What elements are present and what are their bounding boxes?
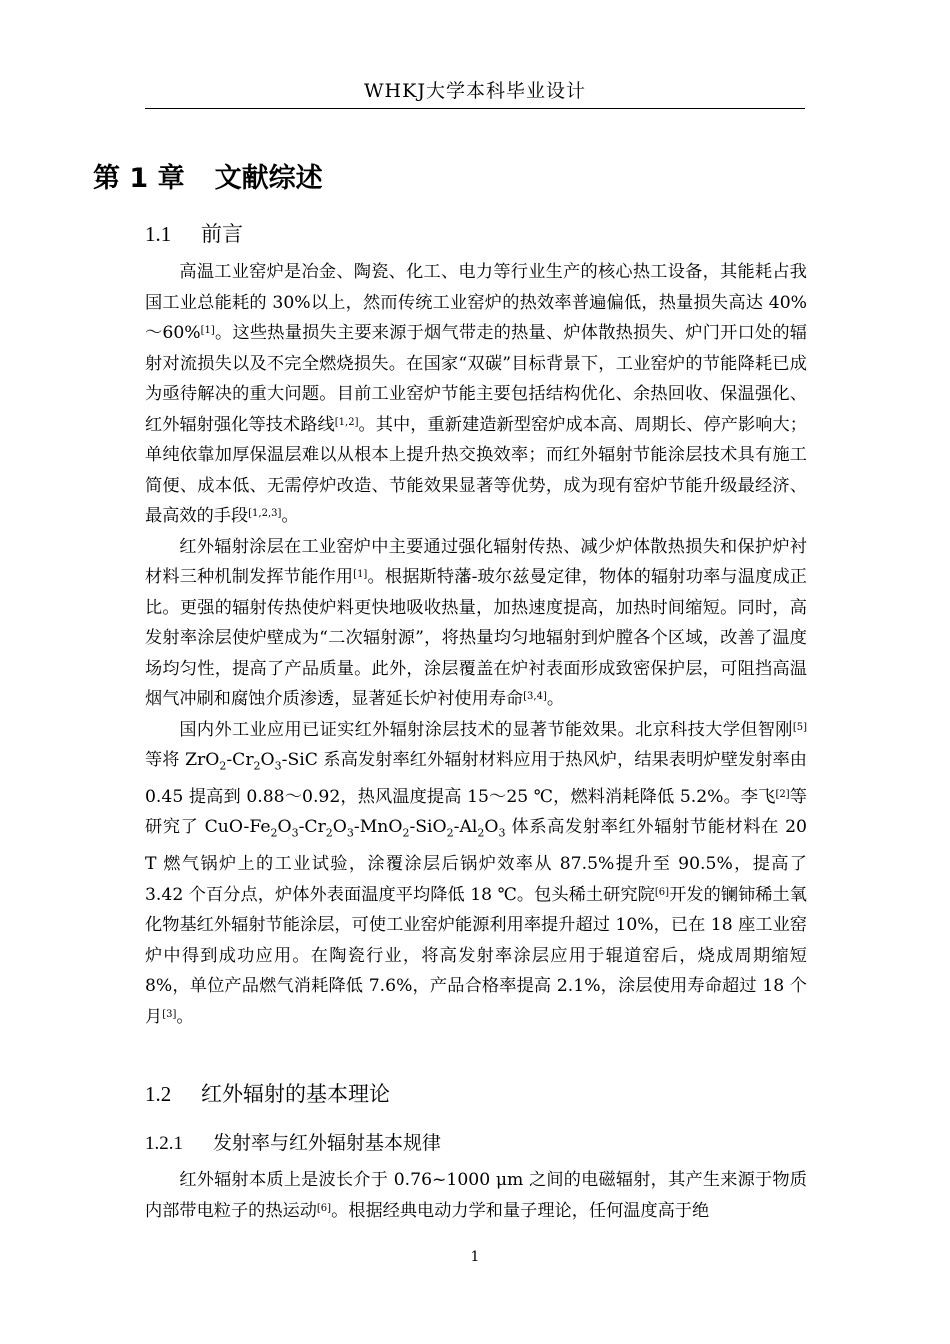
page-number: 1 — [470, 1249, 480, 1265]
running-header: WHKJ大学本科毕业设计 — [364, 80, 586, 102]
paragraph: 高温工业窑炉是冶金、陶瓷、化工、电力等行业生产的核心热工设备，其能耗占我国工业总能耗的 30%以上，然而传统工业窑炉的热效率普遍偏低，热量损失高达 40%～60%[1]。这些热量损失主要来源于烟气带走的热量、炉体散热损失、炉门开口处的辐射对流损失以及不完全燃烧损失。在国家“双碳”目标背景下，工业窑炉的节能降耗已成为亟待解决的重大问题。目前工业窑炉节能主要包括结构优化、余热回收、保温强化、红外辐射强化等技术路线[1,2]。其中，重新建造新型窑炉成本高、周期长、停产影响大；单纯依靠加厚保温层难以从根本上提升热交换效率；而红外辐射节能涂层技术具有施工简便、成本低、无需停炉改造、节能效果显著等优势，成为现有窑炉节能升级最经济、最高效的手段[1,2,3]。 — [145, 262, 807, 526]
section-heading-1-1 — [145, 218, 243, 248]
section-1-1-body — [145, 257, 807, 1032]
paragraph: 红外辐射涂层在工业窑炉中主要通过强化辐射传热、减少炉体散热损失和保护炉衬材料三种机制发挥节能作用[1]。根据斯特藩-玻尔兹曼定律，物体的辐射功率与温度成正比。更强的辐射传热使炉料更快地吸收热量，加热速度提高，加热时间缩短。同时，高发射率涂层使炉壁成为“二次辐射源”，将热量均匀地辐射到炉膛各个区域，改善了温度场均匀性，提高了产品质量。此外，涂层覆盖在炉衬表面形成致密保护层，可阻挡高温烟气冲刷和腐蚀介质渗透，显著延长炉衬使用寿命[3,4]。 — [145, 536, 807, 709]
citation: [6] — [654, 886, 670, 898]
citation: [3] — [162, 1008, 177, 1020]
paragraph: 红外辐射本质上是波长介于 0.76~1000 μm 之间的电磁辐射，其产生来源于物质内部带电粒子的热运动[6]。根据经典电动力学和量子理论，任何温度高于绝 — [145, 1170, 807, 1221]
citation: [3,4] — [523, 691, 547, 702]
chapter-number: 第 1 章 — [93, 163, 185, 194]
section-number: 1.2.1 — [145, 1133, 183, 1154]
citation: [1] — [353, 569, 368, 580]
citation: [1,2,3] — [248, 508, 282, 519]
section-heading-1-2-1 — [145, 1128, 441, 1155]
citation: [5] — [792, 721, 807, 733]
citation: [2] — [775, 788, 790, 800]
section-number: 1.2 — [145, 1082, 172, 1106]
citation: [6] — [316, 1202, 332, 1214]
citation: [1] — [200, 325, 215, 336]
section-1-2-1-body — [145, 1165, 807, 1226]
chapter-heading — [93, 156, 323, 195]
section-title: 红外辐射的基本理论 — [201, 1082, 390, 1106]
section-heading-1-2 — [145, 1078, 390, 1108]
citation: [1,2] — [334, 416, 359, 428]
section-title: 发射率与红外辐射基本规律 — [213, 1132, 442, 1154]
paragraph: 国内外工业应用已证实红外辐射涂层技术的显著节能效果。北京科技大学但智刚[5]等将 $ZrO_2-Cr_2O_3$-SiC 系高发射率红外辐射材料应用于热风炉，结果表明炉壁发射率由 0.45 提高到 0.88～0.92，热风温度提高 15～25 ℃，燃料消耗降低 5.2%。李飞[2]等研究了 CuO-$Fe_2O_3-Cr_2O_3-MnO_2-SiO_2-Al_2O_3$ 体系高发射率红外辐射节能材料在 20 T 燃气锅炉上的工业试验，涂覆涂层后锅炉效率从 87.5%提升至 90.5%，提高了 3.42 个百分点，炉体外表面温度平均降低 18 ℃。包头稀土研究院[6]开发的镧铈稀土氧化物基红外辐射节能涂层，可使工业窑炉能源利用率提升超过 10%，已在 18 座工业窑炉中得到成功应用。在陶瓷行业，将高发射率涂层应用于辊道窑后，烧成周期缩短 8%，单位产品燃气消耗降低 7.6%，产品合格率提高 2.1%，涂层使用寿命超过 18 个月[3]。 — [145, 719, 807, 1027]
chapter-title: 文献综述 — [214, 163, 323, 194]
section-number: 1.1 — [145, 222, 172, 246]
section-title: 前言 — [201, 222, 243, 246]
header-rule — [145, 108, 805, 109]
